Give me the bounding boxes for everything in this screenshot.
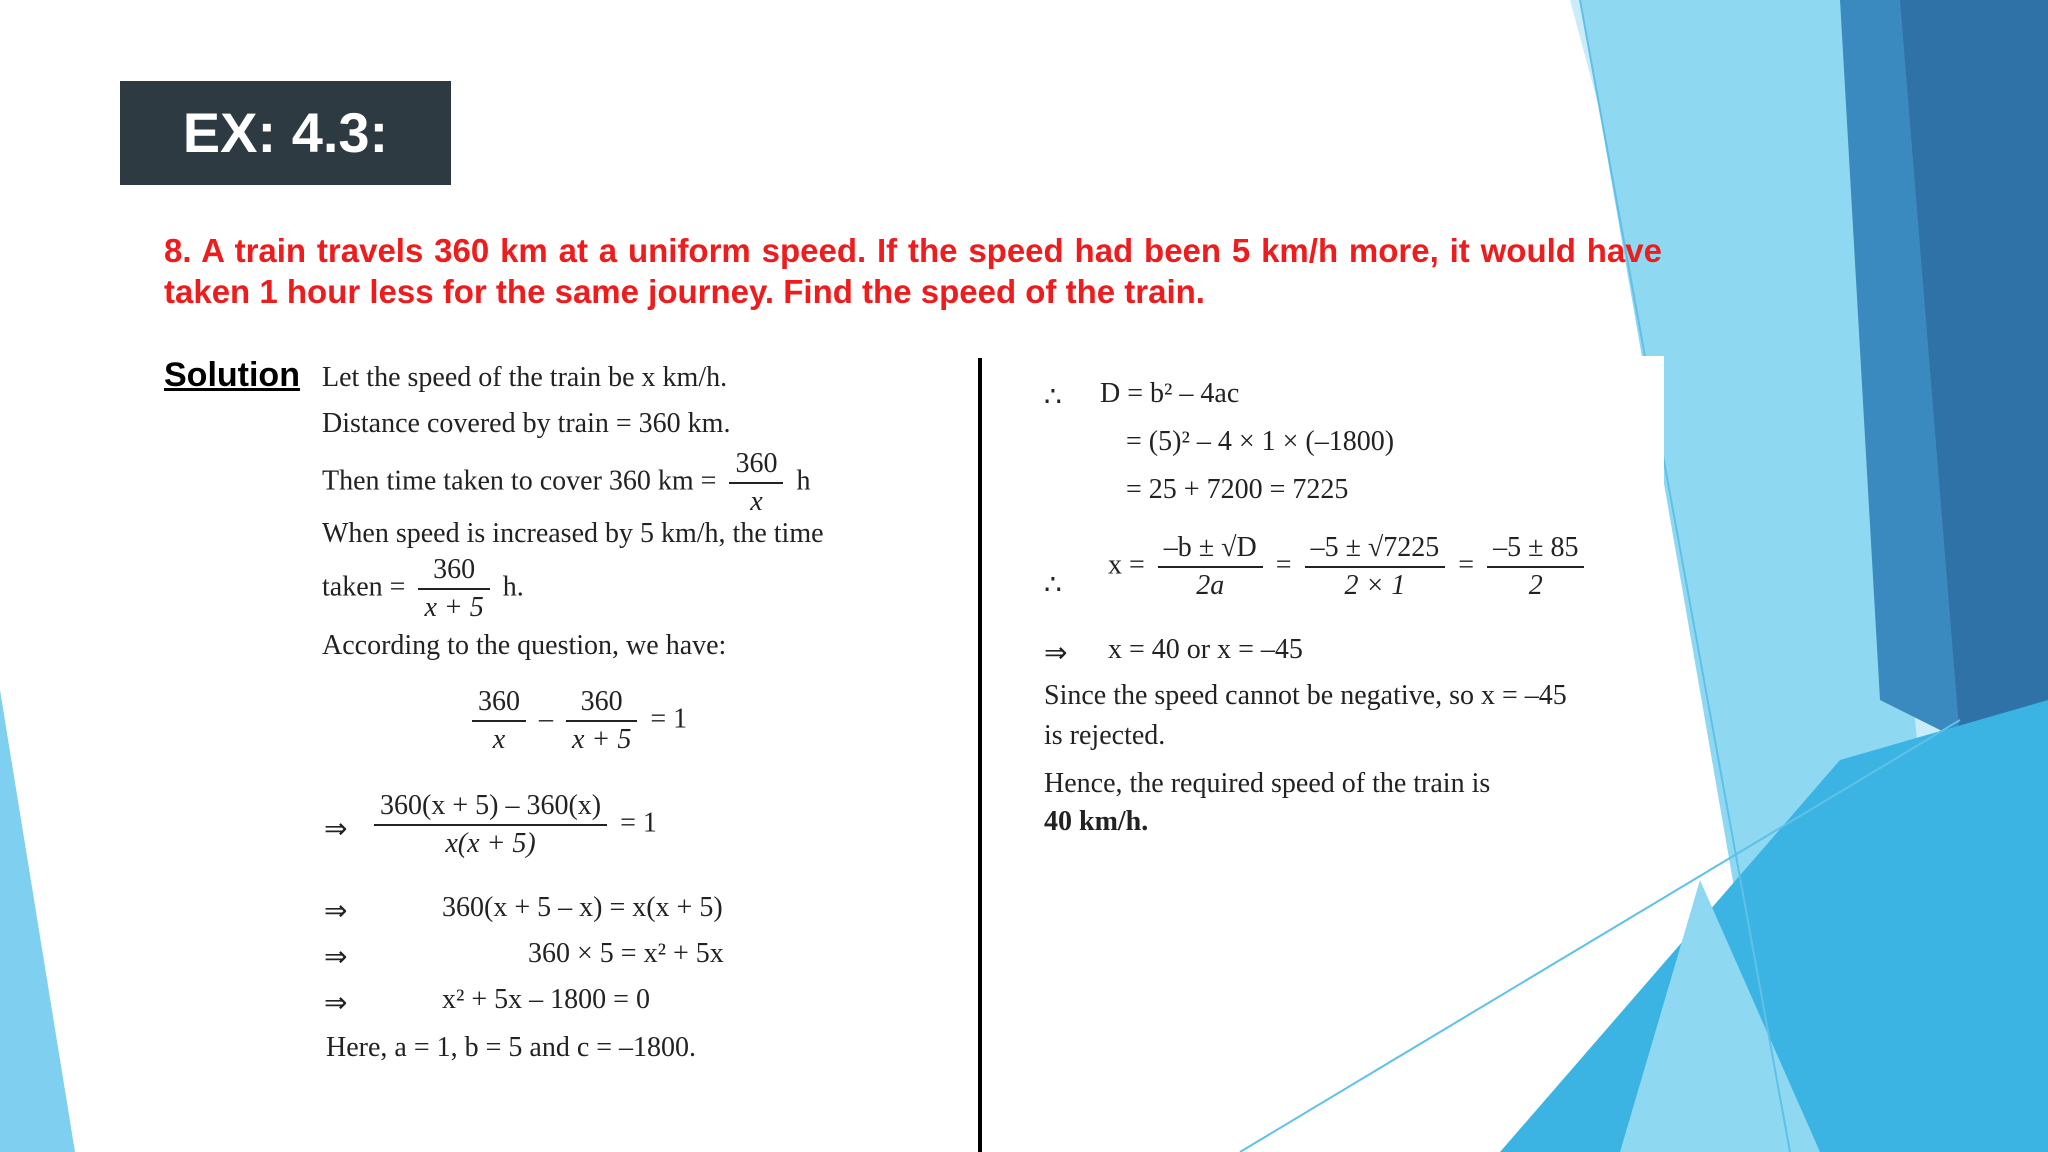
- denominator: 2a: [1196, 570, 1225, 601]
- numerator: 360: [418, 552, 489, 590]
- equation-1: [466, 684, 687, 758]
- equals-sign: =: [1458, 549, 1475, 581]
- implies-arrow: ⇒: [324, 940, 348, 973]
- denominator: x: [492, 724, 506, 755]
- line-distance: Distance covered by train = 360 km.: [322, 408, 731, 439]
- answer-value: 40 km/h.: [1044, 806, 1149, 837]
- discriminant-line-1: D = b² – 4ac: [1100, 378, 1240, 409]
- equation-2: [368, 788, 657, 862]
- fraction-formula: [1158, 530, 1263, 604]
- x-equals: x =: [1108, 549, 1145, 581]
- line-coefficients: Here, a = 1, b = 5 and c = –1800.: [326, 1032, 697, 1063]
- equation-3: 360(x + 5 – x) = x(x + 5): [442, 892, 723, 923]
- fraction-360-over-x-plus-5: [418, 552, 489, 626]
- line-speed-increased: When speed is increased by 5 km/h, the time: [322, 518, 824, 549]
- line-speed-def: Let the speed of the train be x km/h.: [322, 362, 728, 393]
- therefore-symbol: ∴: [1044, 570, 1062, 601]
- question-text: 8. A train travels 360 km at a uniform speed. If the speed had been 5 km/h more, it would have taken 1 hour less for the same journey. Find the speed of the train.: [164, 232, 1662, 310]
- answer-line-1: Hence, the required speed of the train is: [1044, 768, 1491, 799]
- unit-h: h.: [502, 571, 524, 603]
- implies-arrow: ⇒: [324, 812, 348, 845]
- denominator: x(x + 5): [445, 828, 536, 859]
- rejection-line-2: is rejected.: [1044, 720, 1166, 751]
- fraction-b: [566, 684, 637, 758]
- implies-arrow: ⇒: [1044, 636, 1068, 669]
- denominator: x: [750, 486, 763, 517]
- implies-arrow: ⇒: [324, 986, 348, 1019]
- taken-text: taken =: [322, 571, 406, 603]
- implies-arrow: ⇒: [324, 894, 348, 927]
- unit-h: h: [796, 465, 811, 497]
- line-time-taken: [322, 446, 810, 520]
- equals-sign: =: [1275, 549, 1292, 581]
- equation-5: x² + 5x – 1800 = 0: [442, 984, 650, 1015]
- denominator: 2 × 1: [1344, 570, 1406, 601]
- denominator: x + 5: [424, 592, 484, 623]
- numerator: –5 ± 85: [1487, 530, 1584, 568]
- numerator: –5 ± √7225: [1305, 530, 1446, 568]
- numerator: 360: [472, 684, 526, 722]
- numerator: 360: [729, 446, 783, 484]
- denominator: x + 5: [572, 724, 632, 755]
- equation-4: 360 × 5 = x² + 5x: [528, 938, 724, 969]
- fraction-a: [472, 684, 526, 758]
- numerator: 360: [566, 684, 637, 722]
- numerator: 360(x + 5) – 360(x): [374, 788, 607, 826]
- fraction-simplified: [1487, 530, 1584, 604]
- discriminant-line-2: = (5)² – 4 × 1 × (–1800): [1126, 426, 1395, 457]
- solution-label: Solution: [164, 356, 300, 394]
- therefore-symbol: ∴: [1044, 382, 1062, 413]
- quadratic-formula-line: [1108, 530, 1590, 604]
- discriminant-line-3: = 25 + 7200 = 7225: [1126, 474, 1349, 505]
- fraction-360-over-x: [729, 446, 783, 520]
- numerator: –b ± √D: [1158, 530, 1263, 568]
- minus-sign: –: [539, 703, 553, 735]
- fraction-substituted: [1305, 530, 1446, 604]
- denominator: 2: [1528, 570, 1543, 601]
- slide-title: EX: 4.3:: [120, 81, 451, 185]
- line-according: According to the question, we have:: [322, 630, 727, 661]
- fraction-combined: [374, 788, 607, 862]
- line-time-taken-new: [322, 552, 524, 626]
- time-taken-text: Then time taken to cover 360 km =: [322, 465, 717, 497]
- rejection-line-1: Since the speed cannot be negative, so x = –45: [1044, 680, 1567, 711]
- equals-one: = 1: [620, 807, 657, 839]
- column-divider: [978, 358, 982, 1152]
- equals-one: = 1: [650, 703, 688, 735]
- roots-line: x = 40 or x = –45: [1108, 634, 1303, 665]
